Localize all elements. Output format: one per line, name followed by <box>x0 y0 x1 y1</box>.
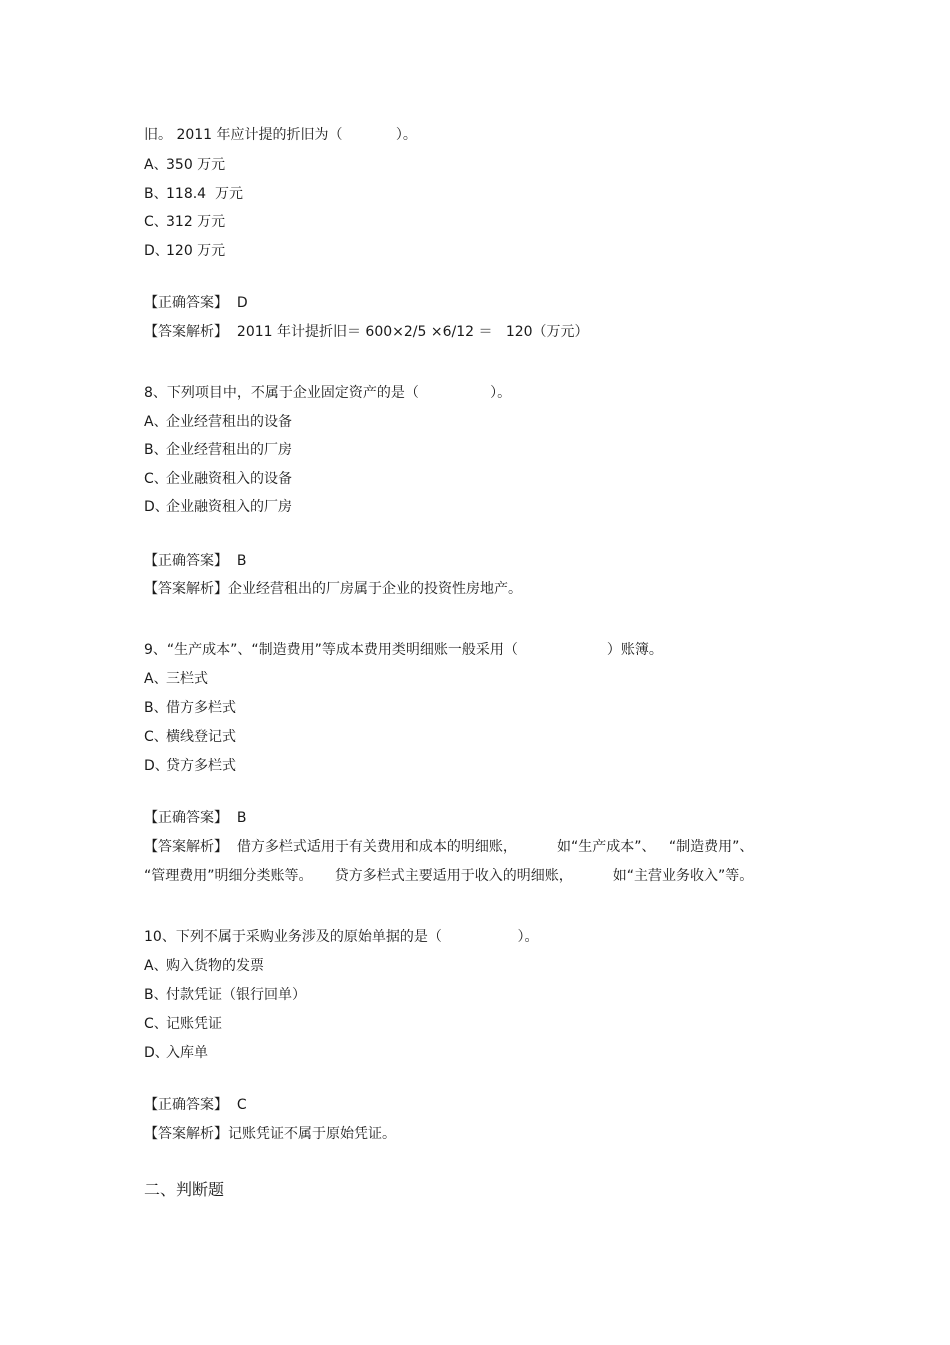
question-8-option-a <box>144 412 292 432</box>
question-8-option-b <box>144 440 292 460</box>
question-7-stem: 旧。 2011 年应计提的折旧为（ ）。 <box>144 127 417 143</box>
question-7-answer <box>144 293 248 313</box>
option-letter: C、 <box>144 471 168 487</box>
question-7-option-b <box>144 184 243 204</box>
question-9-option-d <box>144 756 236 776</box>
section-title: 二、判断题 <box>144 1180 225 1199</box>
analysis-label: 【答案解析】 <box>144 839 228 855</box>
option-text: 120 万元 <box>166 243 226 259</box>
option-text: 记账凭证 <box>166 1016 222 1032</box>
option-text: 312 万元 <box>166 214 226 230</box>
question-7-option-d <box>144 241 225 261</box>
option-letter: D、 <box>144 758 169 774</box>
option-letter: B、 <box>144 442 168 458</box>
answer-label: 【正确答案】 <box>144 295 228 311</box>
option-letter: A、 <box>144 157 168 173</box>
question-9-stem: 9、“生产成本”、“制造费用”等成本费用类明细账一般采用（ ）账簿。 <box>144 642 663 658</box>
option-letter: A、 <box>144 414 168 430</box>
option-text: 企业融资租入的厂房 <box>166 499 292 515</box>
question-9-option-c <box>144 727 236 747</box>
option-letter: D、 <box>144 1045 169 1061</box>
question-9-answer <box>144 808 247 828</box>
option-letter: A、 <box>144 671 168 687</box>
option-text: 350 万元 <box>166 157 226 173</box>
answer-label: 【正确答案】 <box>144 1097 228 1113</box>
question-10-answer <box>144 1095 247 1115</box>
question-10-option-d <box>144 1043 208 1063</box>
question-10-option-c <box>144 1014 222 1034</box>
option-text: 三栏式 <box>166 671 208 687</box>
question-10-option-b <box>144 985 306 1005</box>
option-letter: D、 <box>144 243 169 259</box>
option-text: 企业融资租入的设备 <box>166 471 292 487</box>
option-letter: B、 <box>144 987 168 1003</box>
question-10-option-a <box>144 956 264 976</box>
answer-value: B <box>236 810 247 826</box>
option-text: 横线登记式 <box>166 729 236 745</box>
analysis-label: 【答案解析】 <box>144 324 228 340</box>
option-text: 118.4 万元 <box>166 186 243 202</box>
analysis-label: 【答案解析】 <box>144 1126 228 1142</box>
question-9-analysis <box>144 837 753 857</box>
question-10-stem: 10、下列不属于采购业务涉及的原始单据的是（ ）。 <box>144 929 539 945</box>
answer-value: D <box>236 295 248 311</box>
option-letter: B、 <box>144 186 168 202</box>
option-text: 入库单 <box>166 1045 208 1061</box>
analysis-text: 记账凭证不属于原始凭证。 <box>228 1126 396 1142</box>
question-7-analysis <box>144 322 589 342</box>
option-text: 借方多栏式 <box>166 700 236 716</box>
answer-label: 【正确答案】 <box>144 553 228 569</box>
answer-value: B <box>236 553 247 569</box>
question-7-option-c <box>144 212 225 232</box>
option-letter: C、 <box>144 1016 168 1032</box>
question-8-stem: 8、下列项目中，不属于企业固定资产的是（ ）。 <box>144 385 512 401</box>
question-8-option-c <box>144 469 292 489</box>
option-letter: A、 <box>144 958 168 974</box>
option-text: 购入货物的发票 <box>166 958 264 974</box>
option-text: 企业经营租出的厂房 <box>166 442 292 458</box>
option-text: 贷方多栏式 <box>166 758 236 774</box>
option-text: 企业经营租出的设备 <box>166 414 292 430</box>
question-9-option-a <box>144 669 208 689</box>
question-9-option-b <box>144 698 236 718</box>
option-letter: C、 <box>144 214 168 230</box>
question-10-analysis <box>144 1124 396 1144</box>
question-7-option-a <box>144 155 225 175</box>
question-8-answer <box>144 551 247 571</box>
option-letter: D、 <box>144 499 169 515</box>
question-8-option-d <box>144 497 292 517</box>
option-letter: C、 <box>144 729 168 745</box>
option-text: 付款凭证（银行回单） <box>166 987 306 1003</box>
question-8-analysis <box>144 579 522 599</box>
analysis-text: 企业经营租出的厂房属于企业的投资性房地产。 <box>228 581 522 597</box>
option-letter: B、 <box>144 700 168 716</box>
analysis-text: 借方多栏式适用于有关费用和成本的明细账， 如“生产成本”、 “制造费用”、 <box>236 839 754 855</box>
analysis-text: 2011 年计提折旧＝ 600×2/5 ×6/12 ＝ 120（万元） <box>236 324 589 340</box>
answer-label: 【正确答案】 <box>144 810 228 826</box>
question-9-analysis-cont: “管理费用”明细分类账等。 贷方多栏式主要适用于收入的明细账， 如“主营业务收入”等。 <box>144 868 754 884</box>
answer-value: C <box>236 1097 247 1113</box>
analysis-label: 【答案解析】 <box>144 581 228 597</box>
